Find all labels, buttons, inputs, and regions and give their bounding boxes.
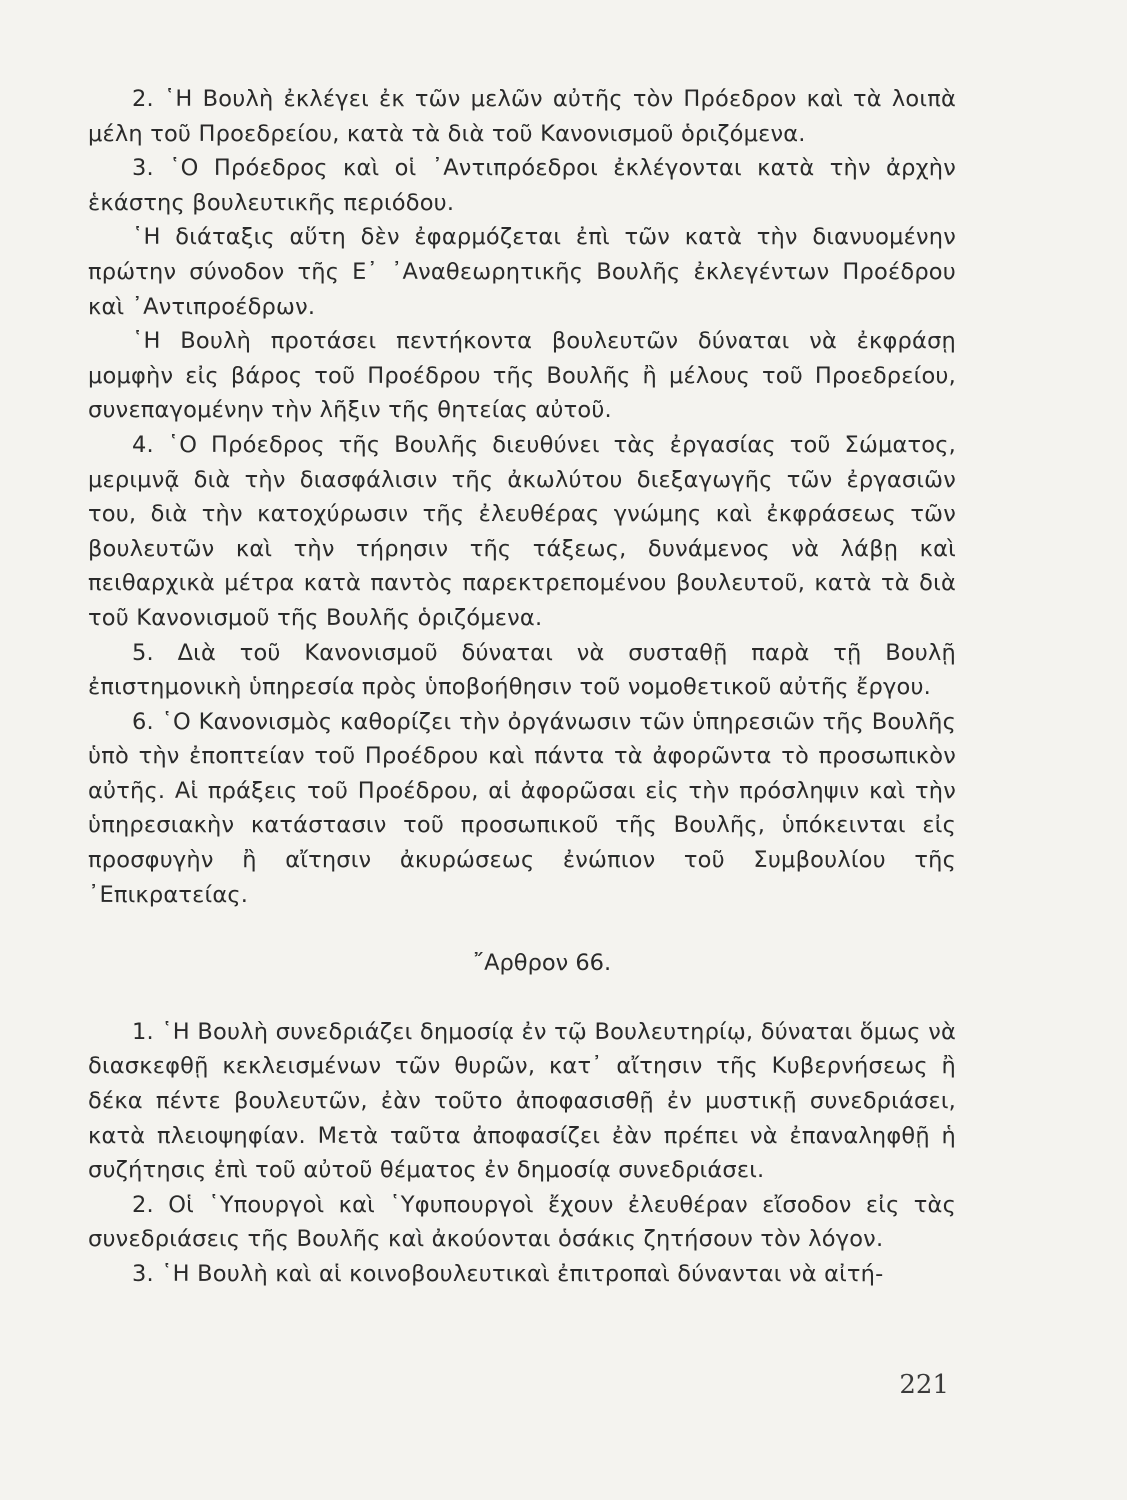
paragraph-6-regulation-services: 6. ῾Ο Κανονισμὸς καθορίζει τὴν ὀργάνωσιν τῶν ὑπηρεσιῶν τῆς Βουλῆς ὑπὸ τὴν ἐποπτείαν τοῦ Προέδρου καὶ πάντα τὰ ἀφορῶντα τὸ προσωπικὸν αὐτῆς. Αἱ πράξεις τοῦ Προέδρου, αἱ ἀφορῶσαι εἰς τὴν πρόσληψιν καὶ τὴν ὑπηρεσιακὴν κατάστασιν τοῦ προσωπικοῦ τῆς Βουλῆς, ὑπόκεινται εἰς προσφυγὴν ἢ αἴτησιν ἀκυρώσεως ἐνώπιον τοῦ Συμβουλίου τῆς ᾿Επικρατείας. [88, 708, 956, 908]
body-text [88, 82, 956, 1292]
paragraph-2-election-of-president: 2. ῾Η Βουλὴ ἐκλέγει ἐκ τῶν μελῶν αὐτῆς τὸν Πρόεδρον καὶ τὰ λοιπὰ μέλη τοῦ Προεδρείου, κατὰ τὰ διὰ τοῦ Κανονισμοῦ ὁριζόμενα. [88, 86, 956, 147]
article66-paragraph-2: 2. Οἱ ῾Υπουργοὶ καὶ ῾Υφυπουργοὶ ἔχουν ἐλευθέραν εἴσοδον εἰς τὰς συνεδριάσεις τῆς Βουλῆς καὶ ἀκούονται ὁσάκις ζητήσουν τὸν λόγον. [88, 1191, 956, 1253]
paragraph-3-term-election: 3. ῾Ο Πρόεδρος καὶ οἱ ᾿Αντιπρόεδροι ἐκλέγονται κατὰ τὴν ἀρχὴν ἑκάστης βουλευτικῆς περιόδου. [88, 155, 956, 216]
paragraph-4-president-duties: 4. ῾Ο Πρόεδρος τῆς Βουλῆς διευθύνει τὰς ἐργασίας τοῦ Σώματος, μεριμνᾷ διὰ τὴν διασφάλισιν τῆς ἀκωλύτου διεξαγωγῆς τῶν ἐργασιῶν του, διὰ τὴν κατοχύρωσιν τῆς ἐλευθέρας γνώμης καὶ ἐκφράσεως τῶν βουλευτῶν καὶ τὴν τήρησιν τῆς τάξεως, δυνάμενος νὰ λάβῃ καὶ πειθαρχικὰ μέτρα κατὰ παντὸς παρεκτρεπομένου βουλευτοῦ, κατὰ τὰ διὰ τοῦ Κανονισμοῦ τῆς Βουλῆς ὁριζόμενα. [88, 431, 956, 631]
article66-paragraph-1: 1. ῾Η Βουλὴ συνεδριάζει δημοσίᾳ ἐν τῷ Βουλευτηρίῳ, δύναται ὅμως νὰ διασκεφθῇ κεκλεισμένων τῶν θυρῶν, κατ᾿ αἴτησιν τῆς Κυβερνήσεως ἢ δέκα πέντε βουλευτῶν, ἐὰν τοῦτο ἀποφασισθῇ ἐν μυστικῇ συνεδριάσει, κατὰ πλειοψηφίαν. Μετὰ ταῦτα ἀποφασίζει ἐὰν πρέπει νὰ ἐπαναληφθῇ ἡ συζήτησις ἐπὶ τοῦ αὐτοῦ θέματος ἐν δημοσίᾳ συνεδριάσει. [88, 1018, 956, 1184]
article66-paragraph-3: 3. ῾Η Βουλὴ καὶ αἱ κοινοβουλευτικαὶ ἐπιτροπαὶ δύνανται νὰ αἰτή- [132, 1261, 884, 1287]
article-heading: ῎Αρθρον 66. [472, 950, 612, 977]
page-number: 221 [899, 1370, 949, 1400]
paragraph-censure-motion: ῾Η Βουλὴ προτάσει πεντήκοντα βουλευτῶν δύναται νὰ ἐκφράσῃ μομφὴν εἰς βάρος τοῦ Προέδρου τῆς Βουλῆς ἢ μέλους τοῦ Προεδρείου, συνεπαγομένην τὴν λῆξιν τῆς θητείας αὐτοῦ. [88, 328, 956, 424]
paragraph-exception-clause: ῾Η διάταξις αὕτη δὲν ἐφαρμόζεται ἐπὶ τῶν κατὰ τὴν διανυομένην πρώτην σύνοδον τῆς Ε᾿ ᾿Αναθεωρητικῆς Βουλῆς ἐκλεγέντων Προέδρου καὶ ᾿Αντιπροέδρων. [88, 224, 956, 320]
paragraph-5-scientific-service: 5. Διὰ τοῦ Κανονισμοῦ δύναται νὰ συσταθῇ παρὰ τῇ Βουλῇ ἐπιστημονικὴ ὑπηρεσία πρὸς ὑποβοήθησιν τοῦ νομοθετικοῦ αὐτῆς ἔργου. [88, 639, 956, 701]
